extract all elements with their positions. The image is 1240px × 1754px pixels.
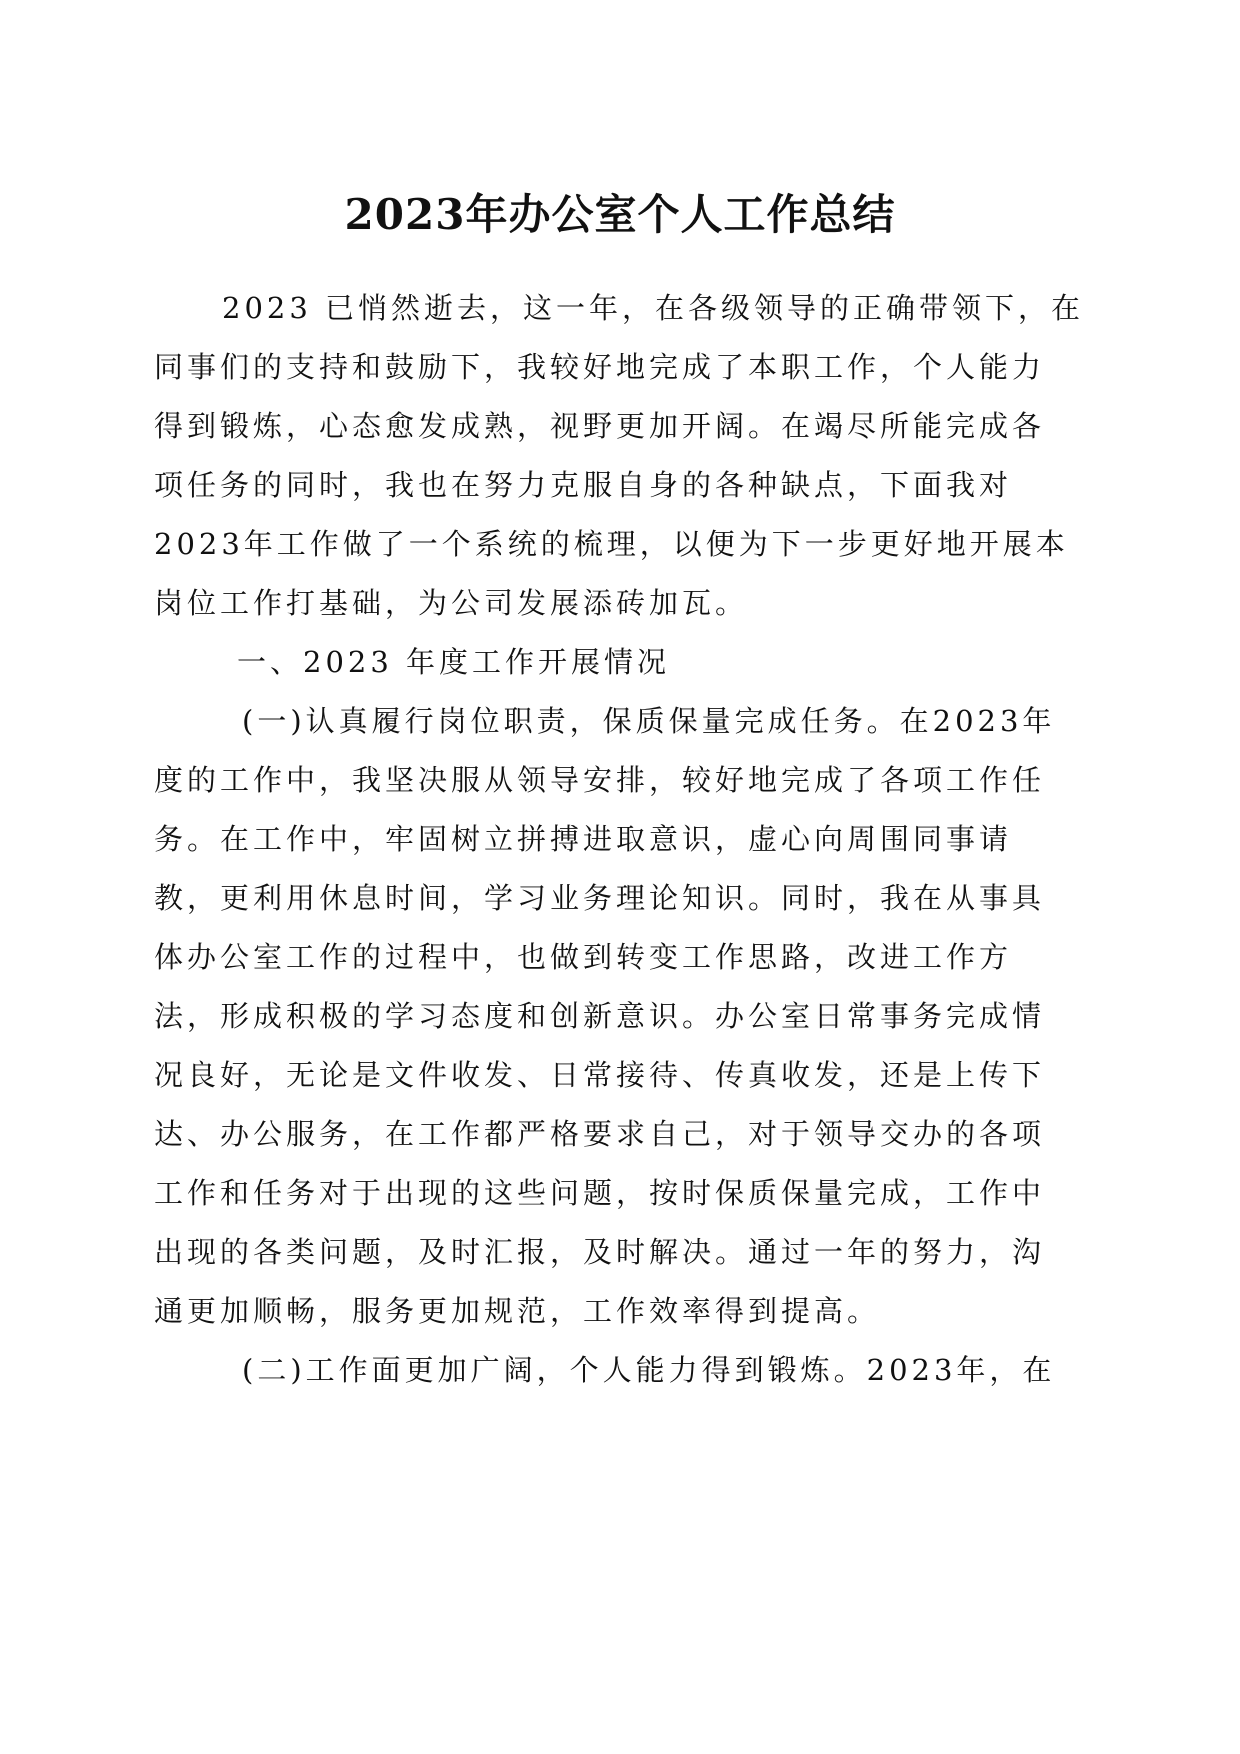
paragraph-line: 体办公室工作的过程中，也做到转变工作思路，改进工作方 [154,940,1013,974]
paragraph-line: 教，更利用休息时间，学习业务理论知识。同时，我在从事具 [154,881,1046,915]
paragraph-line: 工作和任务对于出现的这些问题，按时保质保量完成，工作中 [154,1176,1046,1210]
paragraph-line: 得到锻炼，心态愈发成熟，视野更加开阔。在竭尽所能完成各 [154,409,1046,443]
section-heading: 一、2023 年度工作开展情况 [237,645,671,679]
paragraph-line: 2023 已悄然逝去，这一年，在各级领导的正确带领下，在 [222,291,1085,325]
paragraph-line: 务。在工作中，牢固树立拼搏进取意识，虚心向周围同事请 [154,822,1013,856]
paragraph-line: 同事们的支持和鼓励下，我较好地完成了本职工作，个人能力 [154,350,1046,384]
subsection-heading: (二)工作面更加广阔，个人能力得到锻炼。2023年，在 [242,1353,1056,1387]
paragraph-line: 岗位工作打基础，为公司发展添砖加瓦。 [154,586,749,620]
subsection-heading: (一)认真履行岗位职责，保质保量完成任务。在2023年 [242,704,1056,738]
paragraph-line: 达、办公服务，在工作都严格要求自己，对于领导交办的各项 [154,1117,1046,1151]
paragraph-line: 度的工作中，我坚决服从领导安排，较好地完成了各项工作任 [154,763,1046,797]
paragraph-line: 况良好，无论是文件收发、日常接待、传真收发，还是上传下 [154,1058,1046,1092]
document-title: 2023年办公室个人工作总结 [344,190,896,239]
paragraph-line: 出现的各类问题，及时汇报，及时解决。通过一年的努力，沟 [154,1235,1046,1269]
paragraph-line: 法，形成积极的学习态度和创新意识。办公室日常事务完成情 [154,999,1046,1033]
paragraph-line: 项任务的同时，我也在努力克服自身的各种缺点，下面我对 [154,468,1013,502]
paragraph-line: 2023年工作做了一个系统的梳理，以便为下一步更好地开展本 [154,527,1069,561]
paragraph-line: 通更加顺畅，服务更加规范，工作效率得到提高。 [154,1294,881,1328]
